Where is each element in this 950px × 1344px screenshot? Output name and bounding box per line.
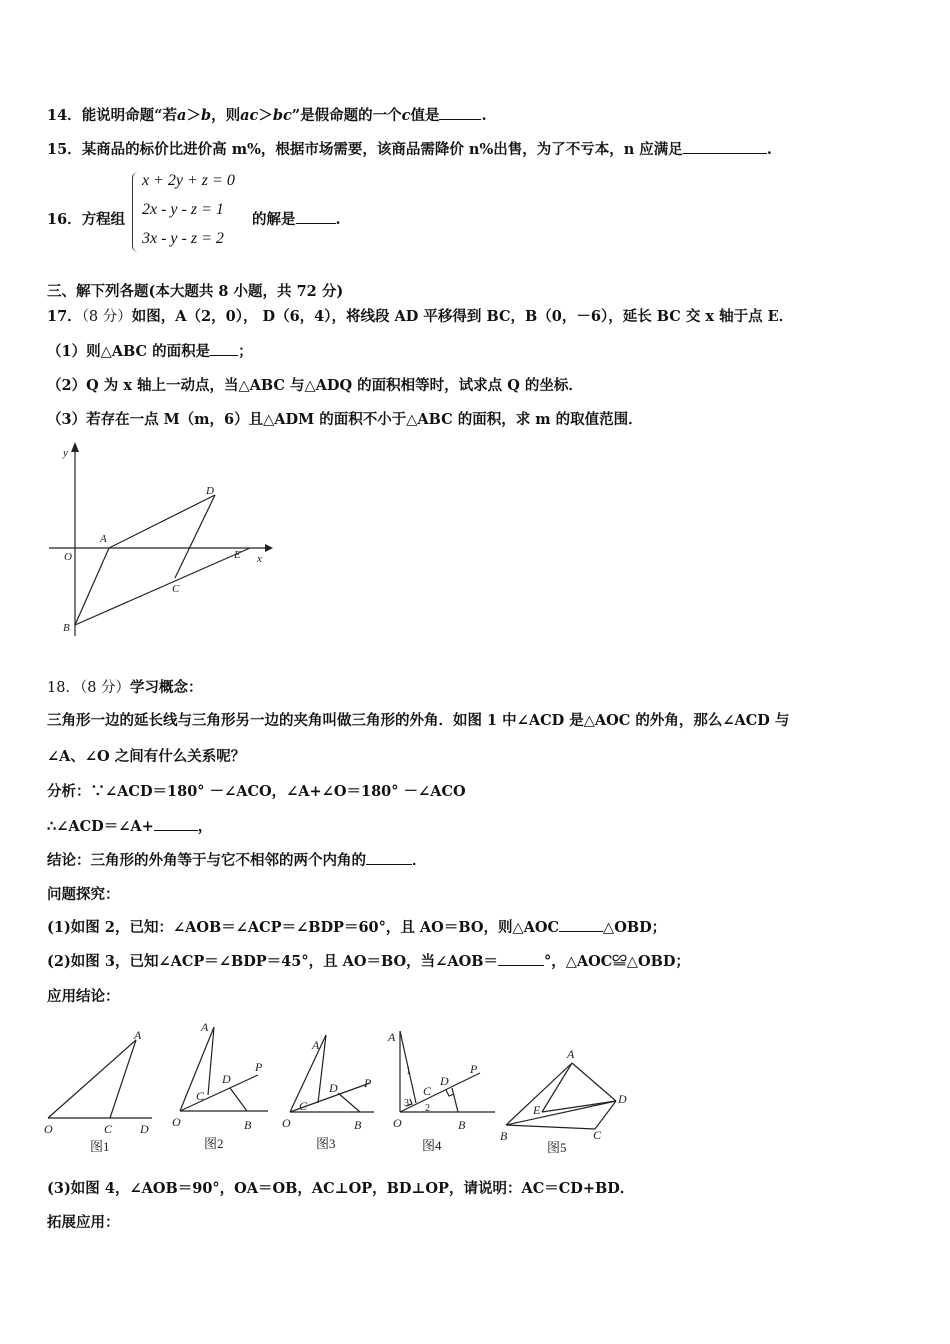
fig3-label-O: O: [282, 1116, 291, 1130]
fig3-label-P: P: [364, 1076, 372, 1090]
segment-AB: [75, 548, 109, 625]
answer-blank[interactable]: [154, 818, 198, 831]
answer-blank[interactable]: [683, 141, 767, 154]
answer-blank[interactable]: [366, 852, 412, 865]
fig4-caption: 图4: [422, 1138, 442, 1153]
fig4-label-1: 1: [406, 1066, 411, 1077]
y-axis-arrow: [71, 442, 79, 452]
fig2-caption: 图2: [204, 1136, 224, 1151]
question-17-stem: 17．（8 分）如图，A（2，0）， D（6，4），将线段 AD 平移得到 BC，B（0，－6），延长 BC 交 x 轴于点 E．: [47, 308, 794, 325]
fig2-label-C: C: [196, 1089, 205, 1103]
fig5-label-E: E: [533, 1103, 541, 1117]
equation-2: 2x - y - z = 1: [142, 201, 224, 218]
question-17-part-2: （2）Q 为 x 轴上一动点，当△ABC 与△ADQ 的面积相等时，试求点 Q 的坐标．: [47, 377, 583, 394]
label-O: O: [64, 551, 72, 563]
fig3-label-C: C: [299, 1099, 308, 1113]
fig1-label-A: A: [134, 1028, 142, 1042]
equation-1: x + 2y + z = 0: [142, 172, 235, 189]
segment-AD: [109, 495, 215, 548]
label-D: D: [206, 485, 214, 497]
question-15: 15．某商品的标价比进价高 m%，根据市场需要，该商品需降价 n%出售，为了不亏本，n 应满足 .: [47, 141, 772, 158]
label-E: E: [234, 549, 241, 561]
fig1-label-O: O: [44, 1122, 53, 1136]
question-16: 16．方程组: [47, 211, 126, 228]
fig3-label-D: D: [329, 1081, 338, 1095]
x-axis-arrow: [265, 544, 273, 552]
fig3-caption: 图3: [316, 1136, 336, 1151]
answer-blank[interactable]: [210, 343, 238, 356]
fig4-label-2: 2: [425, 1103, 430, 1114]
fig2-label-B: B: [244, 1118, 252, 1132]
concept-line-1: 三角形一边的延长线与三角形另一边的夹角叫做三角形的外角．如图 1 中∠ACD 是△AOC 的外角，那么∠ACD 与: [47, 712, 790, 729]
fig5-label-A: A: [567, 1047, 575, 1061]
left-brace: [132, 172, 141, 252]
equation-3: 3x - y - z = 2: [142, 230, 224, 247]
fig2-label-D: D: [222, 1072, 231, 1086]
equation-system: [132, 170, 252, 254]
question-17-part-1: （1）则△ABC 的面积是 ；: [47, 343, 253, 360]
analysis-line: 分析：∵∠ACD＝180° －∠ACO，∠A+∠O＝180° －∠ACO: [47, 783, 466, 800]
answer-blank[interactable]: [498, 953, 544, 966]
label-x: x: [257, 553, 262, 565]
label-B: B: [63, 622, 70, 634]
conclusion-line: 结论：三角形的外角等于与它不相邻的两个内角的 ．: [47, 852, 427, 869]
fig1-caption: 图1: [90, 1139, 110, 1154]
concept-line-2: ∠A、∠O 之间有什么关系呢？: [47, 748, 246, 765]
answer-blank[interactable]: [296, 211, 336, 224]
therefore-line: ∴∠ACD＝∠A+ ，: [47, 818, 213, 835]
fig5-caption: 图5: [547, 1140, 567, 1155]
question-17-part-3: （3）若存在一点 M（m，6）且△ADM 的面积不小于△ABC 的面积，求 m 的取值范围．: [47, 411, 643, 428]
question-18-header: 18．（8 分）学习概念：: [47, 679, 203, 696]
answer-blank[interactable]: [439, 107, 481, 120]
fig1-label-C: C: [104, 1122, 113, 1136]
explore-part-3: (3)如图 4，∠AOB＝90°，OA＝OB，AC⊥OP，BD⊥OP，请说明：AC＝CD+BD．: [47, 1180, 635, 1197]
fig2-label-P: P: [255, 1060, 263, 1074]
apply-heading: 应用结论：: [47, 988, 120, 1005]
label-A: A: [100, 533, 107, 545]
fig5-label-C: C: [593, 1128, 602, 1142]
fig4-label-D: D: [440, 1074, 449, 1088]
question-14: 14．能说明命题“若a＞b，则ac＞bc”是假命题的一个c值是 .: [47, 107, 487, 124]
fig4-label-O: O: [393, 1116, 402, 1130]
extend-heading: 拓展应用：: [47, 1214, 120, 1231]
fig4-label-C: C: [423, 1084, 432, 1098]
fig4-label-P: P: [470, 1062, 478, 1076]
fig1-label-D: D: [140, 1122, 149, 1136]
explore-heading: 问题探究：: [47, 886, 120, 903]
fig2-label-A: A: [201, 1020, 209, 1034]
fig4-label-3: 3: [404, 1098, 409, 1109]
explore-part-2: (2)如图 3，已知∠ACP＝∠BDP＝45°，且 AO＝BO，当∠AOB＝ °，△AOC≌△OBD；: [47, 953, 690, 970]
fig4-label-A: A: [388, 1030, 396, 1044]
section-title: 三、解下列各题(本大题共 8 小题，共 72 分): [47, 283, 344, 300]
answer-blank[interactable]: [559, 919, 603, 932]
explore-part-1: (1)如图 2，已知：∠AOB＝∠ACP＝∠BDP＝60°，且 AO＝BO，则△AOC △OBD；: [47, 919, 667, 936]
fig5-label-D: D: [618, 1092, 627, 1106]
label-C: C: [172, 583, 180, 595]
q18-figures: [40, 1015, 650, 1165]
label-y: y: [63, 447, 68, 459]
fig4-label-B: B: [458, 1118, 466, 1132]
q17-coordinate-figure: [45, 440, 285, 640]
fig2-label-O: O: [172, 1115, 181, 1129]
fig3-label-B: B: [354, 1118, 362, 1132]
question-16-suffix: 的解是 .: [252, 211, 341, 228]
fig5-label-B: B: [500, 1129, 508, 1143]
fig3-label-A: A: [312, 1038, 320, 1052]
segment-BE: [75, 548, 250, 625]
